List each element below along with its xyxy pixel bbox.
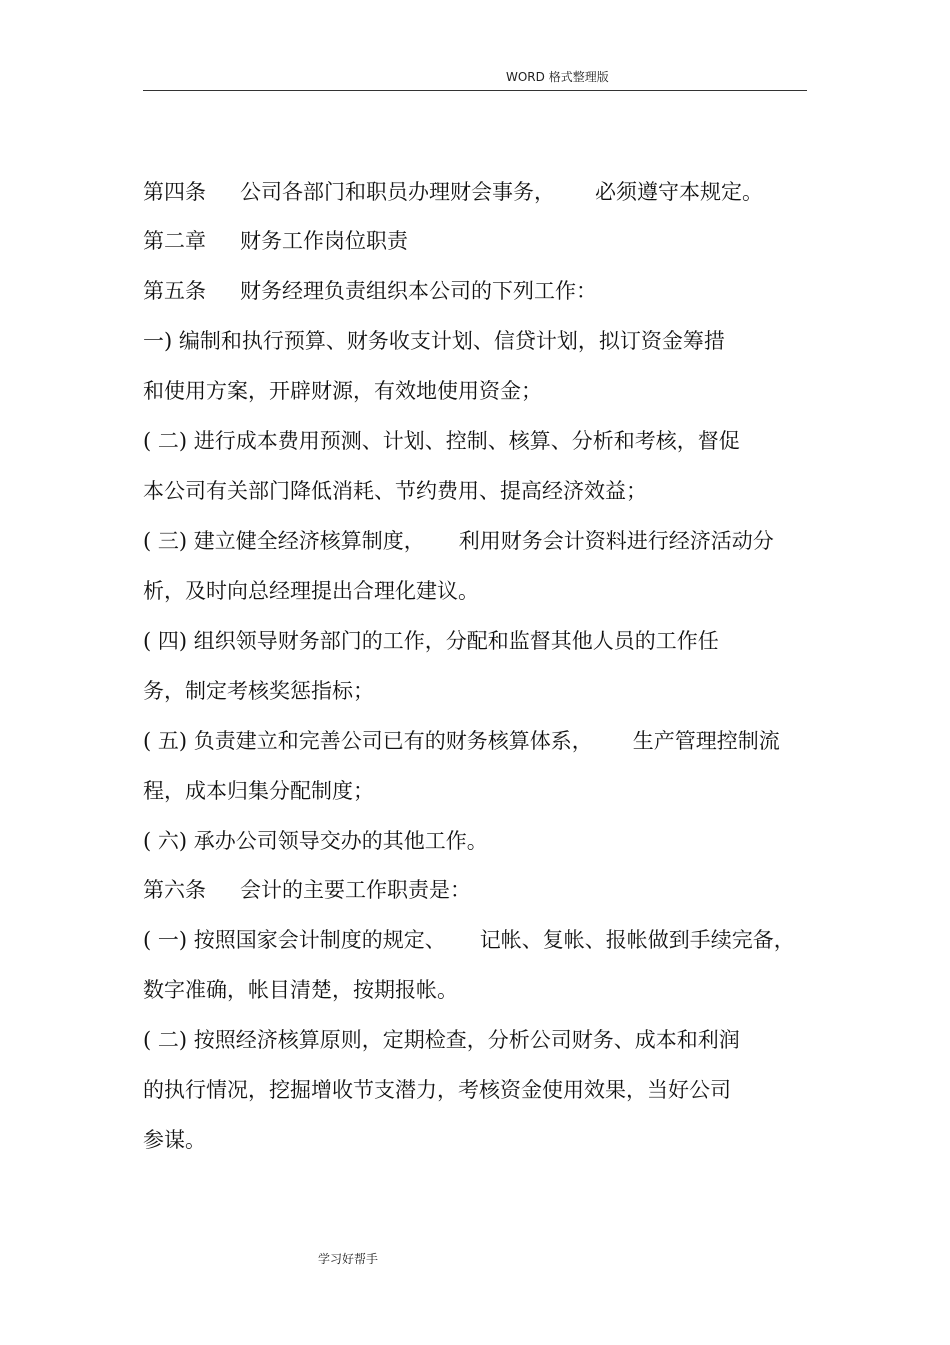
line-text: ( 五) 负责建立和完善公司已有的财务核算体系， — [143, 729, 593, 753]
text-line — [143, 1076, 731, 1104]
text-line — [143, 777, 374, 805]
line-text-cont: 记帐、复帐、报帐做到手续完备， — [479, 928, 795, 952]
article-text: 财务经理负责组织本公司的下列工作： — [240, 279, 597, 303]
header-text: WORD 格式整理版 — [506, 70, 609, 84]
chapter-label: 第二章 — [143, 229, 206, 253]
text-line — [143, 627, 719, 655]
text-line — [143, 827, 488, 855]
line-text-cont: 利用财务会计资料进行经济活动分 — [458, 529, 774, 553]
line-text: 一) 编制和执行预算、财务收支计划、信贷计划，拟订资金筹措 — [143, 329, 725, 353]
text-line — [143, 1126, 206, 1154]
article-text: 公司各部门和职员办理财会事务， — [240, 180, 555, 204]
text-line — [143, 377, 542, 405]
article-4 — [143, 178, 763, 206]
article-text: 会计的主要工作职责是： — [240, 878, 471, 902]
line-text: ( 二) 按照经济核算原则，定期检查，分析公司财务、成本和利润 — [143, 1028, 740, 1052]
line-text: 本公司有关部门降低消耗、节约费用、提高经济效益； — [143, 479, 647, 503]
text-line — [143, 427, 740, 455]
line-text: 和使用方案，开辟财源，有效地使用资金； — [143, 379, 542, 403]
line-text-cont: 生产管理控制流 — [632, 729, 780, 753]
line-text: ( 三) 建立健全经济核算制度， — [143, 529, 425, 553]
text-line — [143, 677, 374, 705]
line-text: ( 一) 按照国家会计制度的规定、 — [143, 928, 446, 952]
text-line — [143, 1026, 740, 1054]
line-text: ( 二) 进行成本费用预测、计划、控制、核算、分析和考核，督促 — [143, 429, 740, 453]
article-label: 第五条 — [143, 279, 206, 303]
text-line — [143, 527, 774, 555]
chapter-title: 财务工作岗位职责 — [240, 229, 408, 253]
line-text: 数字准确，帐目清楚，按期报帐。 — [143, 978, 458, 1002]
line-text: ( 四) 组织领导财务部门的工作，分配和监督其他人员的工作任 — [143, 629, 719, 653]
article-5 — [143, 277, 597, 305]
article-label: 第四条 — [143, 180, 206, 204]
text-line — [143, 577, 479, 605]
text-line — [143, 976, 458, 1004]
line-text: 务，制定考核奖惩指标； — [143, 679, 374, 703]
header-divider — [143, 90, 807, 91]
line-text: 析，及时向总经理提出合理化建议。 — [143, 579, 479, 603]
line-text: ( 六) 承办公司领导交办的其他工作。 — [143, 829, 488, 853]
text-line — [143, 727, 780, 755]
page-footer: 学习好帮手 — [318, 1252, 379, 1266]
text-line — [143, 327, 725, 355]
article-label: 第六条 — [143, 878, 206, 902]
page-header — [0, 68, 950, 92]
chapter-2 — [143, 227, 408, 255]
line-text: 程，成本归集分配制度； — [143, 779, 374, 803]
line-text: 的执行情况，挖掘增收节支潜力，考核资金使用效果，当好公司 — [143, 1078, 731, 1102]
article-text-cont: 必须遵守本规定。 — [595, 180, 763, 204]
text-line — [143, 477, 647, 505]
line-text: 参谋。 — [143, 1128, 206, 1152]
article-6 — [143, 876, 471, 904]
text-line — [143, 926, 795, 954]
